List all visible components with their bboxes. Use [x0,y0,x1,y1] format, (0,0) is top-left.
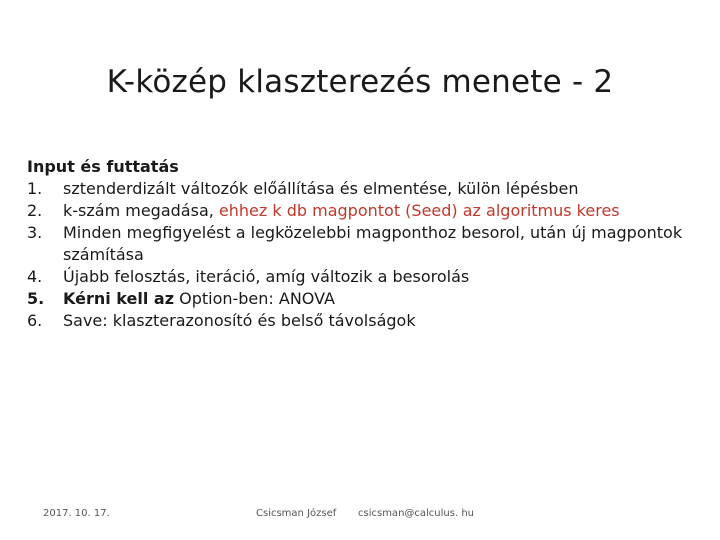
list-number: 3. [27,223,43,242]
slide-content [27,156,697,332]
list-text: Újabb felosztás, iteráció, amíg változik a besorolás [63,267,470,286]
list-number: 4. [27,267,43,286]
list-text-bold: Kérni kell az [63,289,175,308]
list-item-1 [27,178,697,200]
list-number: 5. [27,289,45,308]
list-item-4 [27,266,697,288]
list-number: 2. [27,201,43,220]
list-text: sztenderdizált változók előállítása és elmentése, külön lépésben [63,179,579,198]
list-item-6 [27,310,697,332]
list-item-2 [27,200,697,222]
list-item-3 [27,222,697,266]
list-text: Option-ben: ANOVA [174,289,335,308]
list-number: 6. [27,311,43,330]
list-text-highlight: ehhez k db magpontot (Seed) az algoritmus keres [218,201,620,220]
list-text: k-szám megadása, [63,201,219,220]
section-heading: Input és futtatás [27,157,179,176]
slide-title: K-közép klaszterezés menete - 2 [106,64,614,100]
list-text: Minden megfigyelést a legközelebbi magponthoz besorol, után új magpontok számítása [63,223,683,264]
list-item-5 [27,288,697,310]
footer-author: Csicsman József [256,508,337,519]
footer-date: 2017. 10. 17. [43,508,110,519]
list-number: 1. [27,179,43,198]
list-text: Save: klaszterazonosító és belső távolságok [63,311,416,330]
footer-email: csicsman@calculus. hu [358,508,475,519]
